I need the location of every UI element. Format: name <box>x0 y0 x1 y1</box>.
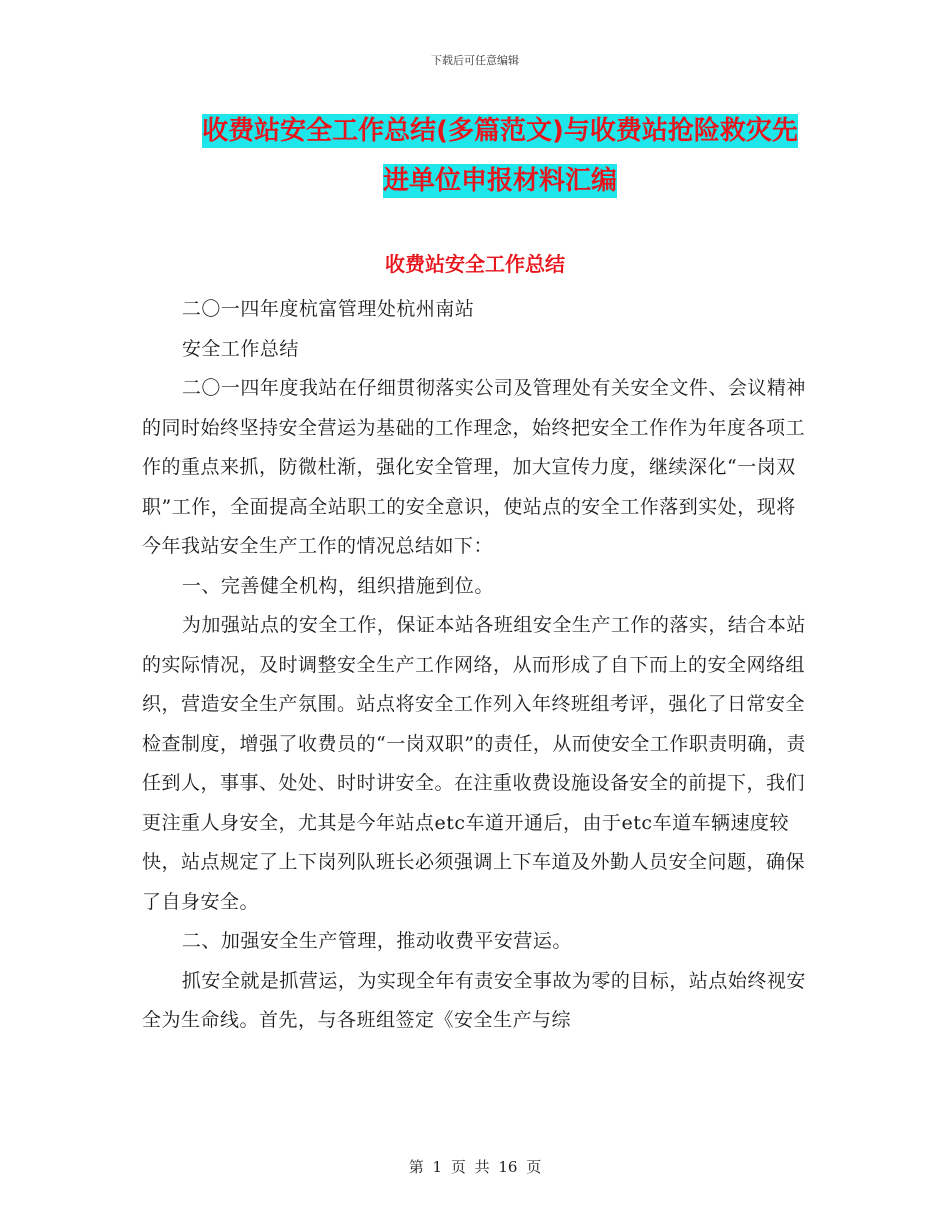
page-footer: 第 1 页 共 16 页 <box>408 1158 542 1176</box>
document-title <box>140 106 860 206</box>
section-title: 收费站安全工作总结 <box>385 252 565 276</box>
paragraph-subtitle: 安全工作总结 <box>181 337 299 360</box>
document-title-line-1: 收费站安全工作总结(多篇范文)与收费站抢险救灾先 <box>202 116 798 146</box>
paragraph-heading-2: 二、加强安全生产管理，推动收费平安营运。 <box>181 930 572 952</box>
page-header-note: 下载后可任意编辑 <box>431 54 519 67</box>
paragraph-station-name: 二〇一四年度杭富管理处杭州南站 <box>181 298 475 320</box>
document-title-line-2: 进单位申报材料汇编 <box>382 166 617 196</box>
paragraph-intro: 二〇一四年度我站在仔细贯彻落实公司及管理处有关安全文件、会议精神的同时始终坚持安全营运为基础的工作理念，始终把安全工作作为年度各项工作的重点来抓，防微杜渐，强化安全管理，加大宣传力度，继续深化“一岗双职”工作，全面提高全站职工的安全意识，使站点的安全工作落到实处，现将今年我站安全生产工作的情况总结如下： <box>142 377 806 557</box>
document-body <box>142 290 812 1041</box>
paragraph-section-1: 为加强站点的安全工作，保证本站各班组安全生产工作的落实，结合本站的实际情况，及时调整安全生产工作网络，从而形成了自下而上的安全网络组织，营造安全生产氛围。站点将安全工作列入年终班组考评，强化了日常安全检查制度，增强了收费员的“一岗双职”的责任，从而使安全工作职责明确，责任到人，事事、处处、时时讲安全。在注重收费设施设备安全的前提下，我们更注重人身安全，尤其是今年站点etc车道开通后，由于etc车道车辆速度较快，站点规定了上下岗列队班长必须强调上下车道及外勤人员安全问题，确保了自身安全。 <box>142 614 806 913</box>
paragraph-heading-1: 一、完善健全机构，组织措施到位。 <box>181 574 494 597</box>
paragraph-section-2: 抓安全就是抓营运，为实现全年有责安全事故为零的目标，站点始终视安全为生命线。首先，与各班组签定《安全生产与综 <box>142 969 806 1031</box>
